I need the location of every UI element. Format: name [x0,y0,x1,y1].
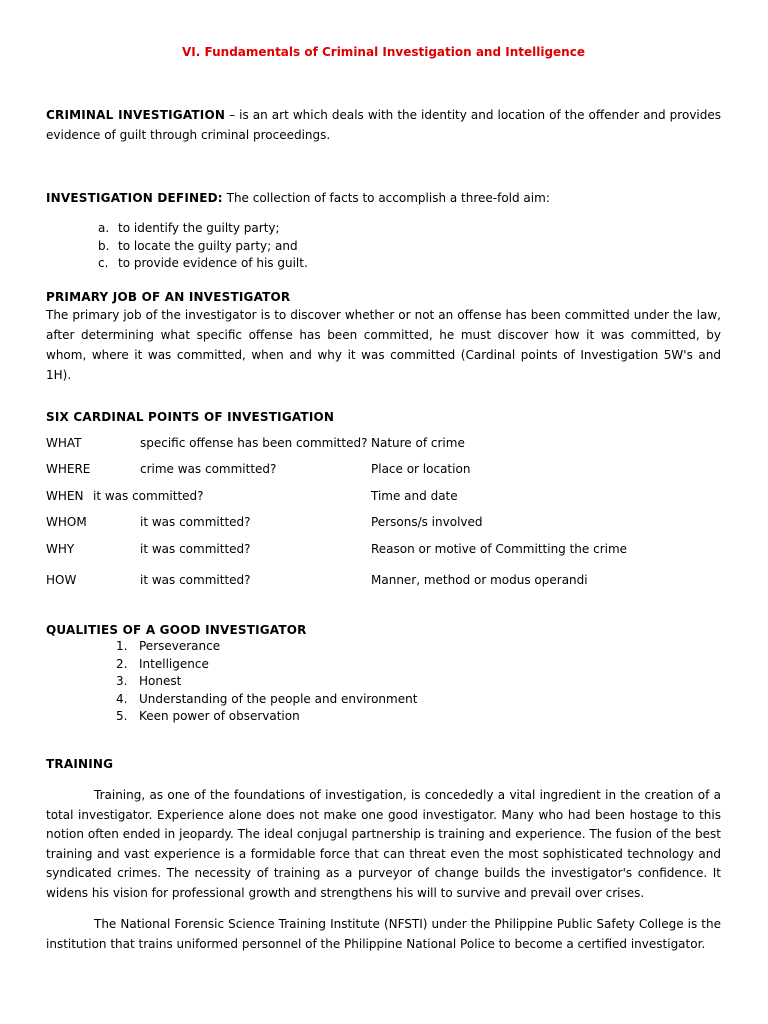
primary-job-heading: PRIMARY JOB OF AN INVESTIGATOR [46,290,291,304]
training-paragraph-2: The National Forensic Science Training Institute (NFSTI) under the Philippine Public Safety College is the institution that trains uniformed personnel of the Philippine National Police to become a certified investigator. [46,917,721,951]
criminal-investigation-term: CRIMINAL INVESTIGATION [46,108,226,122]
list-item: 3. Honest [116,674,182,688]
section-title: VI. Fundamentals of Criminal Investigation and Intelligence [182,45,585,59]
training-paragraph-1: Training, as one of the foundations of investigation, is concededly a vital ingredient in the creation of a total investigator. Experience alone does not make one good investigator. Many who had been hostage to this notion often ended in jeopardy. The ideal conjugal partnership is training and experience. The fusion of the best training and vast experience is a formidable force that can threat even the most sophisticated technology and syndicated crimes. The necessity of training as a purveyor of change builds the investigator's confidence. It widens his vision for professional growth and strengthens his will to survive and prevail over crises. [46,788,721,900]
list-item: 1. Perseverance [116,639,221,653]
investigation-defined-term: INVESTIGATION DEFINED: [46,191,223,205]
list-item: a. to identify the guilty party; [98,221,280,235]
cardinal-points-heading: SIX CARDINAL POINTS OF INVESTIGATION [46,410,335,424]
primary-job-paragraph: The primary job of the investigator is to discover whether or not an offense has been committed under the law, after determining what specific offense has been committed, he must discover how it was committed, by whom, where it was committed, when and why it was committed (Cardinal points of Investigation 5W's and 1H). [46,308,721,382]
investigation-defined-paragraph [46,188,721,208]
list-item: 4. Understanding of the people and environment [116,691,418,706]
three-fold-aim-list [98,220,308,273]
list-item: 5. Keen power of observation [116,709,300,723]
qualities-list [116,638,417,726]
list-item: b. to locate the guilty party; and [98,238,298,253]
investigation-defined-text: The collection of facts to accomplish a three-fold aim: [222,191,550,205]
list-item: c. to provide evidence of his guilt. [98,256,308,270]
qualities-heading: QUALITIES OF A GOOD INVESTIGATOR [46,623,307,637]
criminal-investigation-definition: – is an art which deals with the identity and location of the offender and provides evidence of guilt through criminal proceedings. [46,108,722,142]
criminal-investigation-paragraph [46,105,721,145]
training-heading: TRAINING [46,757,114,771]
list-item: 2. Intelligence [116,656,209,671]
